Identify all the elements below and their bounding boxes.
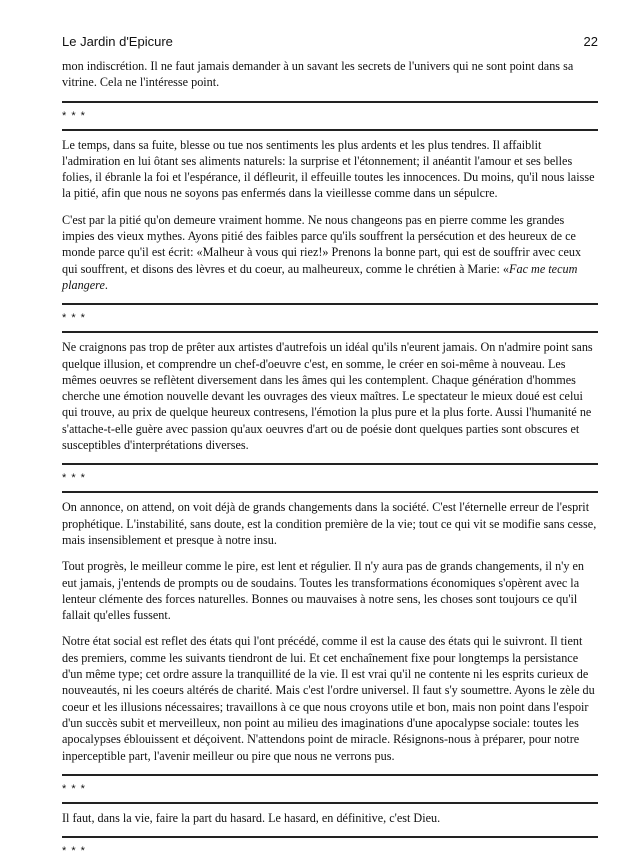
paragraph: Il faut, dans la vie, faire la part du hasard. Le hasard, en définitive, c'est Dieu. (62, 810, 441, 825)
section-rule (62, 303, 598, 305)
paragraph (62, 212, 598, 293)
section-separator: * * * (62, 472, 86, 485)
paragraph: Le temps, dans sa fuite, blesse ou tue nos sentiments les plus ardents et les plus tendres. Il affaiblit l'admiration en lui ôtant ses aliments naturels: la surprise et l'étonnement; il anéantit l'amour et ses belles folies, il ébranle la foi et l'espérance, il défleurit, il effeuille toutes les innocences. Du moins, qu'il nous laisse la pitié, afin que nous ne soyons pas enfermés dans la vieillesse comme dans un sépulcre. (62, 137, 595, 201)
section-rule (62, 101, 598, 103)
section-rule (62, 129, 598, 131)
section-separator: * * * (62, 845, 86, 858)
section-rule (62, 836, 598, 838)
paragraph: Ne craignons pas trop de prêter aux artistes d'autrefois un idéal qu'ils n'eurent jamais. On n'admire point sans quelque illusion, et comprendre un chef-d'oeuvre c'est, en somme, le créer en soi-même à nouveau. Les mêmes oeuvres se reflètent diversement dans les âmes qui les contemplent. Chaque génération d'hommes cherche une émotion nouvelle devant les ouvrages des vieux maîtres. Le spectateur le mieux doué est celui qui trouve, au prix de quelque heureux contresens, l'émotion la plus pure et la plus forte. Aussi l'humanité ne s'attache-t-elle guère avec passion qu'aux oeuvres d'art ou de poésie dont quelques parties sont obscures et susceptibles d'interprétations diverses. (62, 340, 593, 453)
section-separator: * * * (62, 312, 86, 325)
section-rule (62, 774, 598, 776)
text-block (62, 137, 598, 294)
section-rule (62, 331, 598, 333)
paragraph-text-end: . (104, 277, 108, 292)
section-separator: * * * (62, 109, 86, 122)
paragraph-text: C'est par la pitié qu'on demeure vraiment homme. Ne nous changeons pas en pierre comme les grandes impies des vieux mythes. Ayons pitié des faibles parce qu'ils souffrent la persécution et des heureux de ce monde parce qu'il est écrit: «Malheur à vous qui riez!» Prenons la bonne part, qui est de souffrir avec ceux qui souffrent, et disons des lèvres et du coeur, au malheureux, comme le chrétien à Marie: « (62, 212, 582, 276)
latin-quote: Fac me tecum plangere (62, 261, 578, 292)
paragraph: mon indiscrétion. Il ne faut jamais demander à un savant les secrets de l'univers qui ne sont point dans sa vitrine. Cela ne l'intéresse point. (62, 59, 574, 90)
section-separator: * * * (62, 782, 86, 795)
paragraph: On annonce, on attend, on voit déjà de grands changements dans la société. C'est l'éternelle erreur de l'esprit prophétique. L'instabilité, sans doute, est la condition première de la vie; tout ce qui vit se modifie sans cesse, mais insensiblement et presque à notre insu. (62, 500, 597, 547)
text-block (62, 499, 598, 763)
text-block (62, 58, 598, 91)
page-content (62, 58, 598, 864)
paragraph: Tout progrès, le meilleur comme le pire, est lent et régulier. Il n'y aura pas de grands changements, il n'y en eut jamais, j'entends de prompts ou de soudains. Toutes les transformations économiques s'opèrent avec la lenteur clémente des forces naturelles. Bonnes ou mauvaises à notre sens, les choses sont toujours ce qu'il fallait qu'elles fussent. (62, 559, 585, 623)
section-rule (62, 463, 598, 465)
paragraph: Notre état social est reflet des états qui l'ont précédé, comme il est la cause des états qui le suivront. Il tient des premiers, comme les suivants tiendront de lui. Et cet enchaînement fixe pour longtemps la persistance d'un même type; cet ordre assure la tranquillité de la vie. Il est vrai qu'il ne contente ni les esprits curieux de nouveautés, ni les coeurs altérés de charité. Mais c'est l'ordre universel. Il faut s'y soumettre. Ayons le zèle du coeur et les illusions nécessaires; travaillons à ce que nous croyons utile et bon, mais non point dans l'espoir d'un succès subit et merveilleux, non point au milieu des imaginations d'une apocalypse sociale: toutes les apocalypses éblouissent et déçoivent. N'attendons point de miracle. Résignons-nous à préparer, pour notre inperceptible part, l'avenir meilleur ou pire que nous ne verrons pus. (62, 634, 595, 763)
text-block (62, 339, 598, 453)
text-block (62, 810, 598, 826)
document-title: Le Jardin d'Epicure (62, 34, 173, 49)
section-rule (62, 491, 598, 493)
section-rule (62, 802, 598, 804)
page-number: 22 (583, 34, 598, 49)
page-header (62, 34, 598, 54)
